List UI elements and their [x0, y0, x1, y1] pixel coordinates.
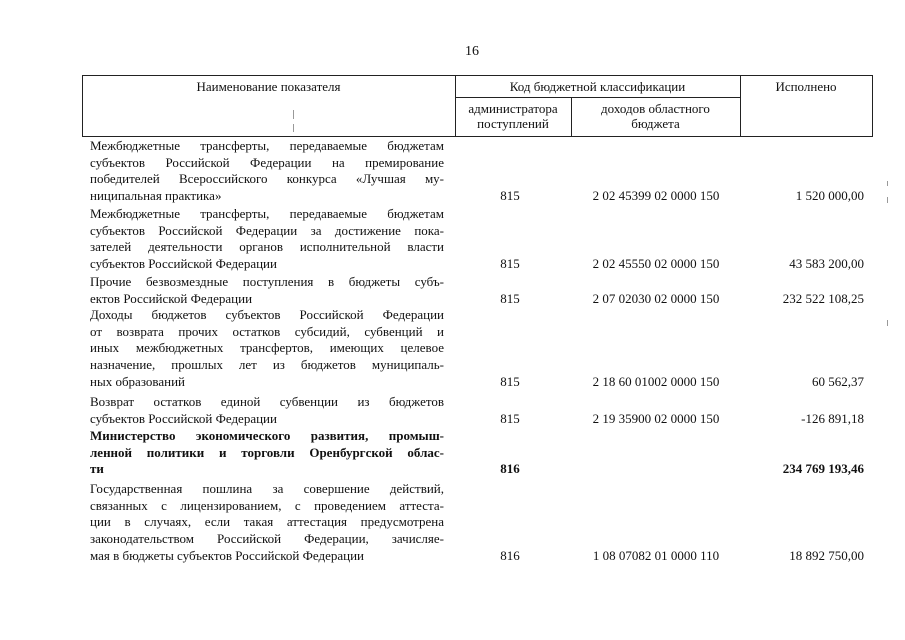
row-name-line: ции в случаях, если такая аттестация предусмотрена: [90, 514, 444, 530]
row-budget-code: 2 19 35900 02 0000 150: [592, 410, 720, 426]
row-name-line: ных образований: [90, 373, 185, 389]
row-name-line: ленной политики и торговли Оренбургской облас-: [90, 444, 444, 460]
row-name: [90, 428, 444, 478]
row-name-line: мая в бюджеты субъектов Российской Федерации: [90, 547, 365, 563]
row-amount: -126 891,18: [801, 410, 864, 426]
row-amount: 18 892 750,00: [789, 547, 864, 563]
row-amount: 1 520 000,00: [795, 188, 864, 204]
row-budget-code: 2 07 02030 02 0000 150: [592, 290, 720, 306]
row-admin-code: 816: [500, 461, 520, 477]
row-name-line: ектов Российской Федерации: [90, 290, 253, 306]
row-name-line: Прочие безвозмездные поступления в бюджеты субъ-: [90, 274, 444, 289]
row-amount: 60 562,37: [812, 373, 864, 389]
header-income-column: доходов областного бюджета: [601, 101, 710, 131]
row-name: [90, 206, 444, 273]
row-budget-code: 2 02 45550 02 0000 150: [592, 256, 720, 272]
row-name-line: ниципальная практика»: [90, 188, 222, 204]
row-name: [90, 394, 444, 427]
row-amount: 43 583 200,00: [789, 256, 864, 272]
row-name-line: Межбюджетные трансферты, передаваемые бюджетам: [90, 138, 444, 153]
row-admin-code: 815: [500, 290, 520, 306]
row-name-line: Государственная пошлина за совершение действий,: [90, 481, 444, 496]
row-name-line: назначение, прошлых лет из бюджетов муниципаль-: [90, 357, 444, 373]
row-budget-code: 1 08 07082 01 0000 110: [592, 547, 720, 563]
row-name: [90, 274, 444, 307]
row-name-line: Министерство экономического развития, промыш-: [90, 428, 444, 443]
row-name-line: субъектов Российской Федерации за достижение пока-: [90, 222, 444, 238]
header-admin-column: администратора поступлений: [468, 101, 558, 131]
row-name-line: победителей Всероссийского конкурса «Лучшая му-: [90, 171, 444, 187]
row-name-line: иных межбюджетных трансфертов, имеющих целевое: [90, 340, 444, 356]
row-name-line: зателей деятельности органов исполнительной власти: [90, 239, 444, 255]
row-name-line: ти: [90, 461, 104, 477]
row-admin-code: 816: [500, 547, 520, 563]
row-name-line: от возврата прочих остатков субсидий, субвенций и: [90, 323, 444, 339]
row-amount: 234 769 193,46: [782, 461, 864, 477]
row-admin-code: 815: [500, 256, 520, 272]
row-name-line: субъектов Российской Федерации на премирование: [90, 154, 444, 170]
row-admin-code: 815: [500, 188, 520, 204]
row-name: [90, 138, 444, 205]
row-name: [90, 481, 444, 565]
row-admin-code: 815: [500, 410, 520, 426]
header-name-column: Наименование показателя: [196, 79, 341, 94]
row-amount: 232 522 108,25: [782, 290, 864, 306]
row-admin-code: 815: [500, 373, 520, 389]
row-budget-code: 2 02 45399 02 0000 150: [592, 188, 720, 204]
row-name-line: законодательством Российской Федерации, зачисляе-: [90, 531, 444, 547]
row-budget-code: 2 18 60 01002 0000 150: [592, 373, 720, 389]
header-executed-column: Исполнено: [775, 79, 837, 94]
row-name-line: субъектов Российской Федерации: [90, 256, 277, 272]
page-number: 16: [465, 44, 479, 59]
row-name-line: субъектов Российской Федерации: [90, 410, 277, 426]
row-name-line: Доходы бюджетов субъектов Российской Федерации: [90, 307, 444, 322]
row-name-line: связанных с лицензированием, с проведением аттеста-: [90, 497, 444, 513]
row-name: [90, 307, 444, 391]
row-name-line: Возврат остатков единой субвенции из бюджетов: [90, 394, 444, 409]
header-code-group: Код бюджетной классификации: [509, 79, 686, 94]
row-name-line: Межбюджетные трансферты, передаваемые бюджетам: [90, 206, 444, 221]
